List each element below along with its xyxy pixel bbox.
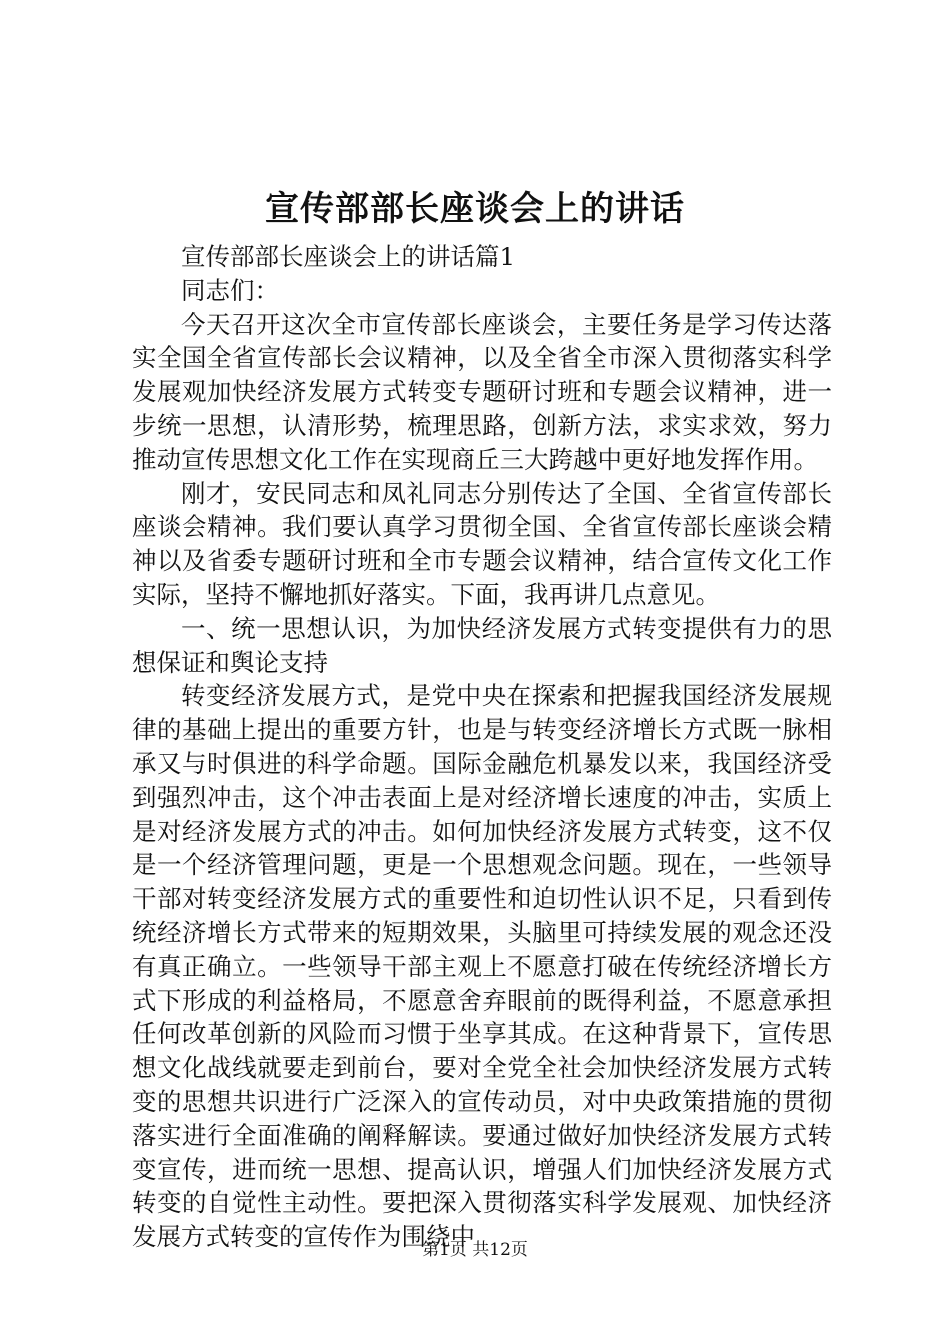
salutation: 同志们： <box>181 275 279 305</box>
paragraph: 今天召开这次全市宣传部长座谈会，主要任务是学习传达落实全国全省宣传部长会议精神，以及全省全市深入贯彻落实科学发展观加快经济发展方式转变专题研讨班和专题会议精神，进一步统一思想，认清形势，梳理思路，创新方法，求实求效，努力推动宣传思想文化工作在实现商丘三大跨越中更好地发挥作用。 <box>132 309 832 474</box>
section-heading: 宣传部部长座谈会上的讲话篇1 <box>181 242 516 271</box>
document-body <box>132 240 832 1254</box>
paragraph: 刚才，安民同志和凤礼同志分别传达了全国、全省宣传部长座谈会精神。我们要认真学习贯彻全国、全省宣传部长座谈会精神以及省委专题研讨班和全市专题会议精神，结合宣传文化工作实际，坚持不懈地抓好落实。下面，我再讲几点意见。 <box>132 478 832 609</box>
document-title: 宣传部部长座谈会上的讲话 <box>265 189 685 229</box>
paragraph: 转变经济发展方式，是党中央在探索和把握我国经济发展规律的基础上提出的重要方针，也是与转变经济增长方式既一脉相承又与时俱进的科学命题。国际金融危机暴发以来，我国经济受到强烈冲击，这个冲击表面上是对经济增长速度的冲击，实质上是对经济发展方式的冲击。如何加快经济发展方式转变，这不仅是一个经济管理问题，更是一个思想观念问题。现在，一些领导干部对转变经济发展方式的重要性和迫切性认识不足，只看到传统经济增长方式带来的短期效果，头脑里可持续发展的观念还没有真正确立。一些领导干部主观上不愿意打破在传统经济增长方式下形成的利益格局，不愿意舍弃眼前的既得利益，不愿意承担任何改革创新的风险而习惯于坐享其成。在这种背景下，宣传思想文化战线就要走到前台，要对全党全社会加快经济发展方式转变的思想共识进行广泛深入的宣传动员，对中央政策措施的贯彻落实进行全面准确的阐释解读。要通过做好加快经济发展方式转变宣传，进而统一思想、提高认识，增强人们加快经济发展方式转变的自觉性主动性。要把深入贯彻落实科学发展观、加快经济发展方式转变的宣传作为围绕中 <box>132 681 832 1252</box>
page-footer: 第1页 共12页 <box>422 1240 528 1260</box>
subsection-heading: 一、统一思想认识，为加快经济发展方式转变提供有力的思想保证和舆论支持 <box>132 613 832 677</box>
